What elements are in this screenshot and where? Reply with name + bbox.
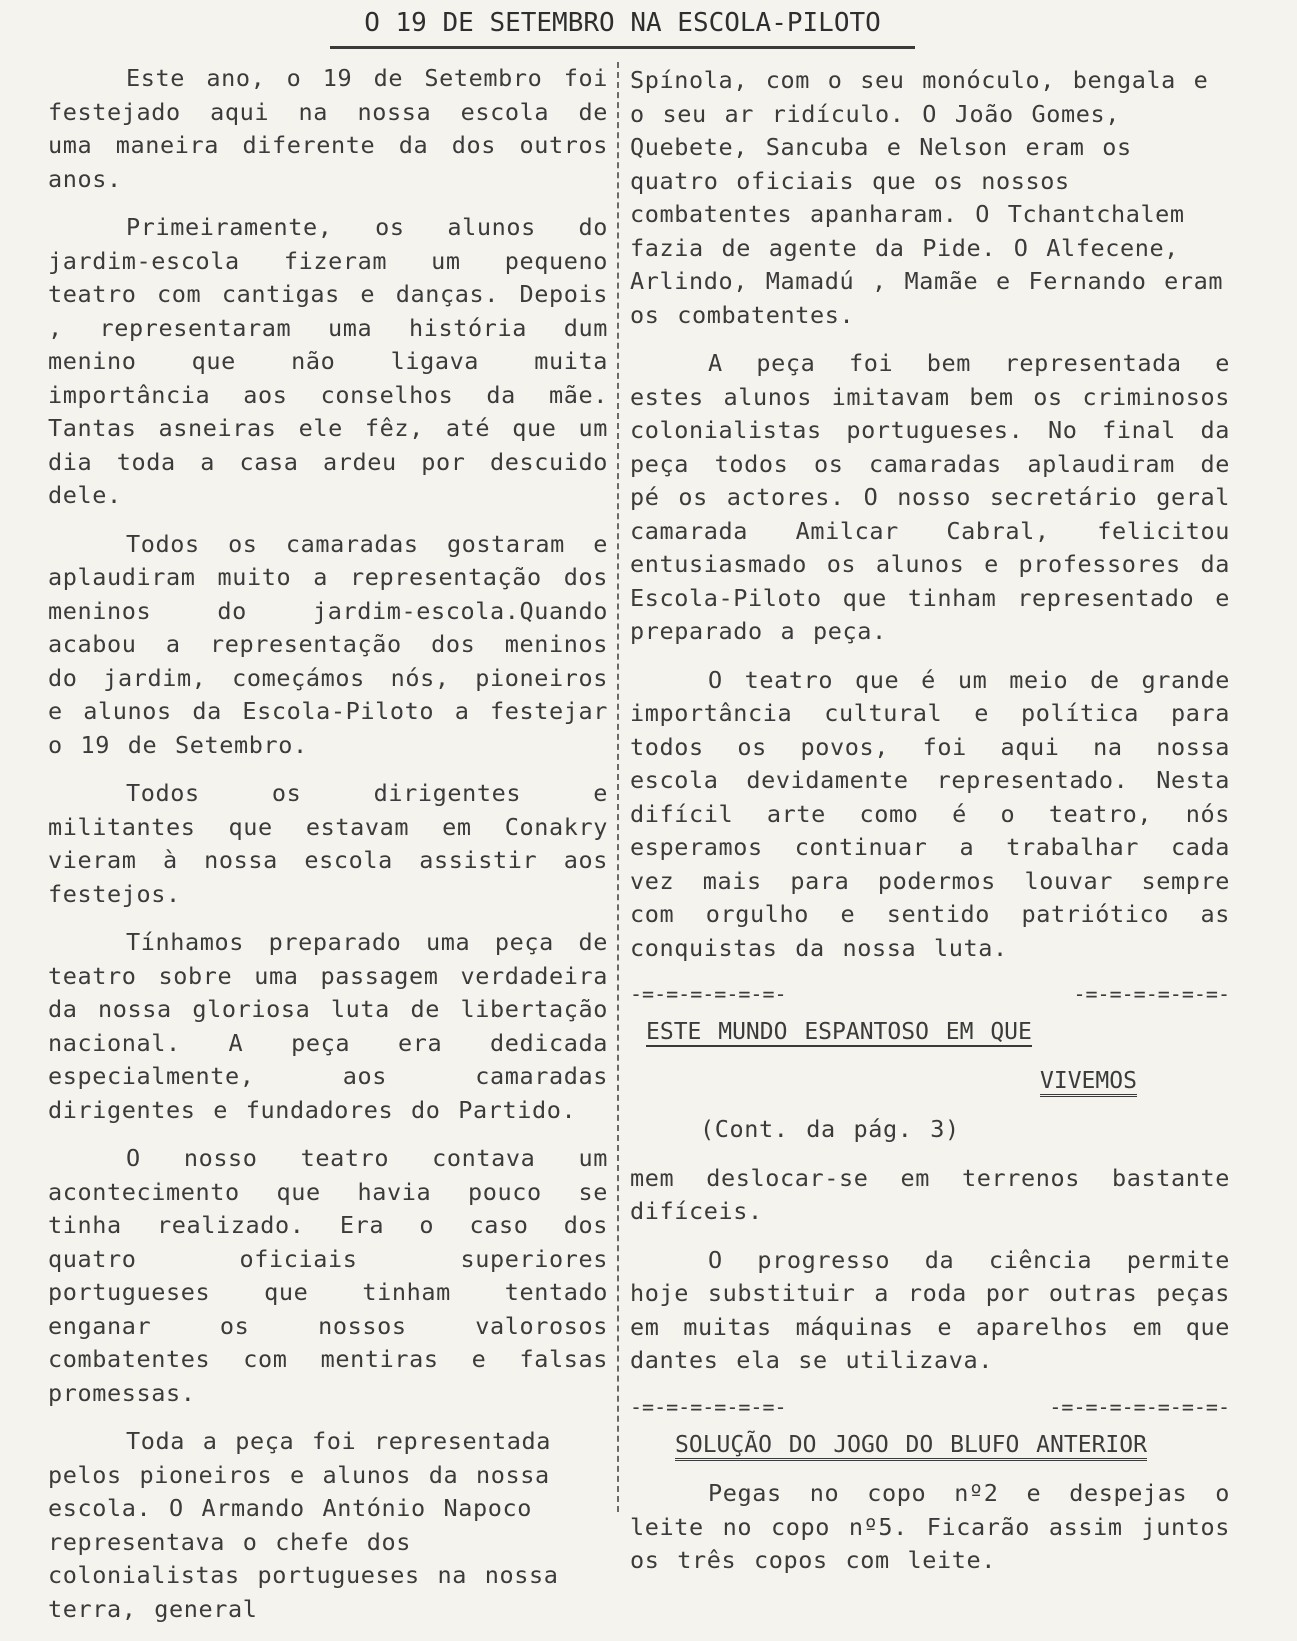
paragraph: Tínhamos preparado uma peça de teatro sobre uma passagem verdadeira da nossa gloriosa luta de libertação nacional. A peça era dedicada especialmente, aos camaradas dirigentes e fundadores do Partido. <box>48 928 608 1124</box>
section-heading-line2: VIVEMOS <box>1040 1068 1137 1097</box>
left-column <box>48 62 608 1641</box>
right-column <box>630 64 1230 1593</box>
paragraph: O progresso da ciência permite hoje substituir a roda por outras peças em muitas máquinas e aparelhos em que dantes ela se utilizava. <box>630 1245 1230 1374</box>
section-heading <box>630 1429 1230 1463</box>
section-heading <box>630 1016 1230 1050</box>
page-title: O 19 DE SETEMBRO NA ESCOLA-PILOTO <box>364 8 881 38</box>
paragraph: Spínola, com o seu monóculo, bengala e o seu ar ridículo. O João Gomes, Quebete, Sancuba e Nelson eram os quatro oficiais que os nossos combatentes apanharam. O Tchantchalem fazia de agente da Pide. O Alfecene, Arlindo, Mamadú , Mamãe e Fernando eram os combatentes. <box>630 66 1224 329</box>
paragraph: Este ano, o 19 de Setembro foi festejado aqui na nossa escola de uma maneira diferente da dos outros anos. <box>48 64 608 193</box>
separator <box>630 1393 1230 1423</box>
paragraph: Primeiramente, os alunos do jardim-escola fizeram um pequeno teatro com cantigas e danças. Depois , representaram uma história dum menino que não ligava muita importância aos conselhos da mãe. Tantas asneiras ele fêz, até que um dia toda a casa ardeu por descuido dele. <box>48 213 608 509</box>
solution-heading: SOLUÇÃO DO JOGO DO BLUFO ANTERIOR <box>675 1432 1147 1461</box>
paragraph: O teatro que é um meio de grande importância cultural e política para todos os povos, foi aqui na nossa escola devidamente representado. Nesta difícil arte como é o teatro, nós esperamos continuar a trabalhar cada vez mais para podermos louvar sempre com orgulho e sentido patriótico as conquistas da nossa luta. <box>630 665 1230 962</box>
separator-left: -=-=-=-=-=-=- <box>630 1394 787 1419</box>
separator-left: -=-=-=-=-=-=- <box>630 982 787 1007</box>
separator-right: -=-=-=-=-=-=-=- <box>1049 1394 1230 1419</box>
paragraph: Todos os dirigentes e militantes que estavam em Conakry vieram à nossa escola assistir aos festejos. <box>48 779 608 908</box>
separator-right: -=-=-=-=-=-=- <box>1073 982 1230 1007</box>
separator <box>630 980 1230 1010</box>
paragraph: mem deslocar-se em terrenos bastante difíceis. <box>630 1163 1230 1225</box>
paragraph: O nosso teatro contava um acontecimento que havia pouco se tinha realizado. Era o caso dos quatro oficiais superiores portugueses que tinham tentado enganar os nossos valorosos combatentes com mentiras e falsas promessas. <box>48 1144 608 1407</box>
paragraph: A peça foi bem representada e estes alunos imitavam bem os criminosos colonialistas portugueses. No final da peça todos os camaradas aplaudiram de pé os actores. O nosso secretário geral camarada Amilcar Cabral, felicitou entusiasmado os alunos e professores da Escola-Piloto que tinham representado e preparado a peça. <box>630 349 1230 645</box>
continued-note: (Cont. da pág. 3) <box>700 1115 960 1143</box>
paragraph: Pegas no copo nº2 e despejas o leite no copo nº5. Ficarão assim juntos os três copos com leite. <box>630 1479 1230 1574</box>
paragraph: Todos os camaradas gostaram e aplaudiram muito a representação dos meninos do jardim-escola.Quando acabou a representação dos meninos do jardim, começámos nós, pioneiros e alunos da Escola-Piloto a festejar o 19 de Setembro. <box>48 529 608 759</box>
paragraph: Toda a peça foi representada pelos pioneiros e alunos da nossa escola. O Armando António Napoco representava o chefe dos colonialistas portugueses na nossa terra, general <box>48 1427 559 1623</box>
section-heading-line1: ESTE MUNDO ESPANTOSO EM QUE <box>646 1019 1032 1045</box>
title-underline <box>330 46 915 49</box>
section-heading-cont <box>630 1065 1230 1099</box>
column-divider <box>617 62 619 1512</box>
